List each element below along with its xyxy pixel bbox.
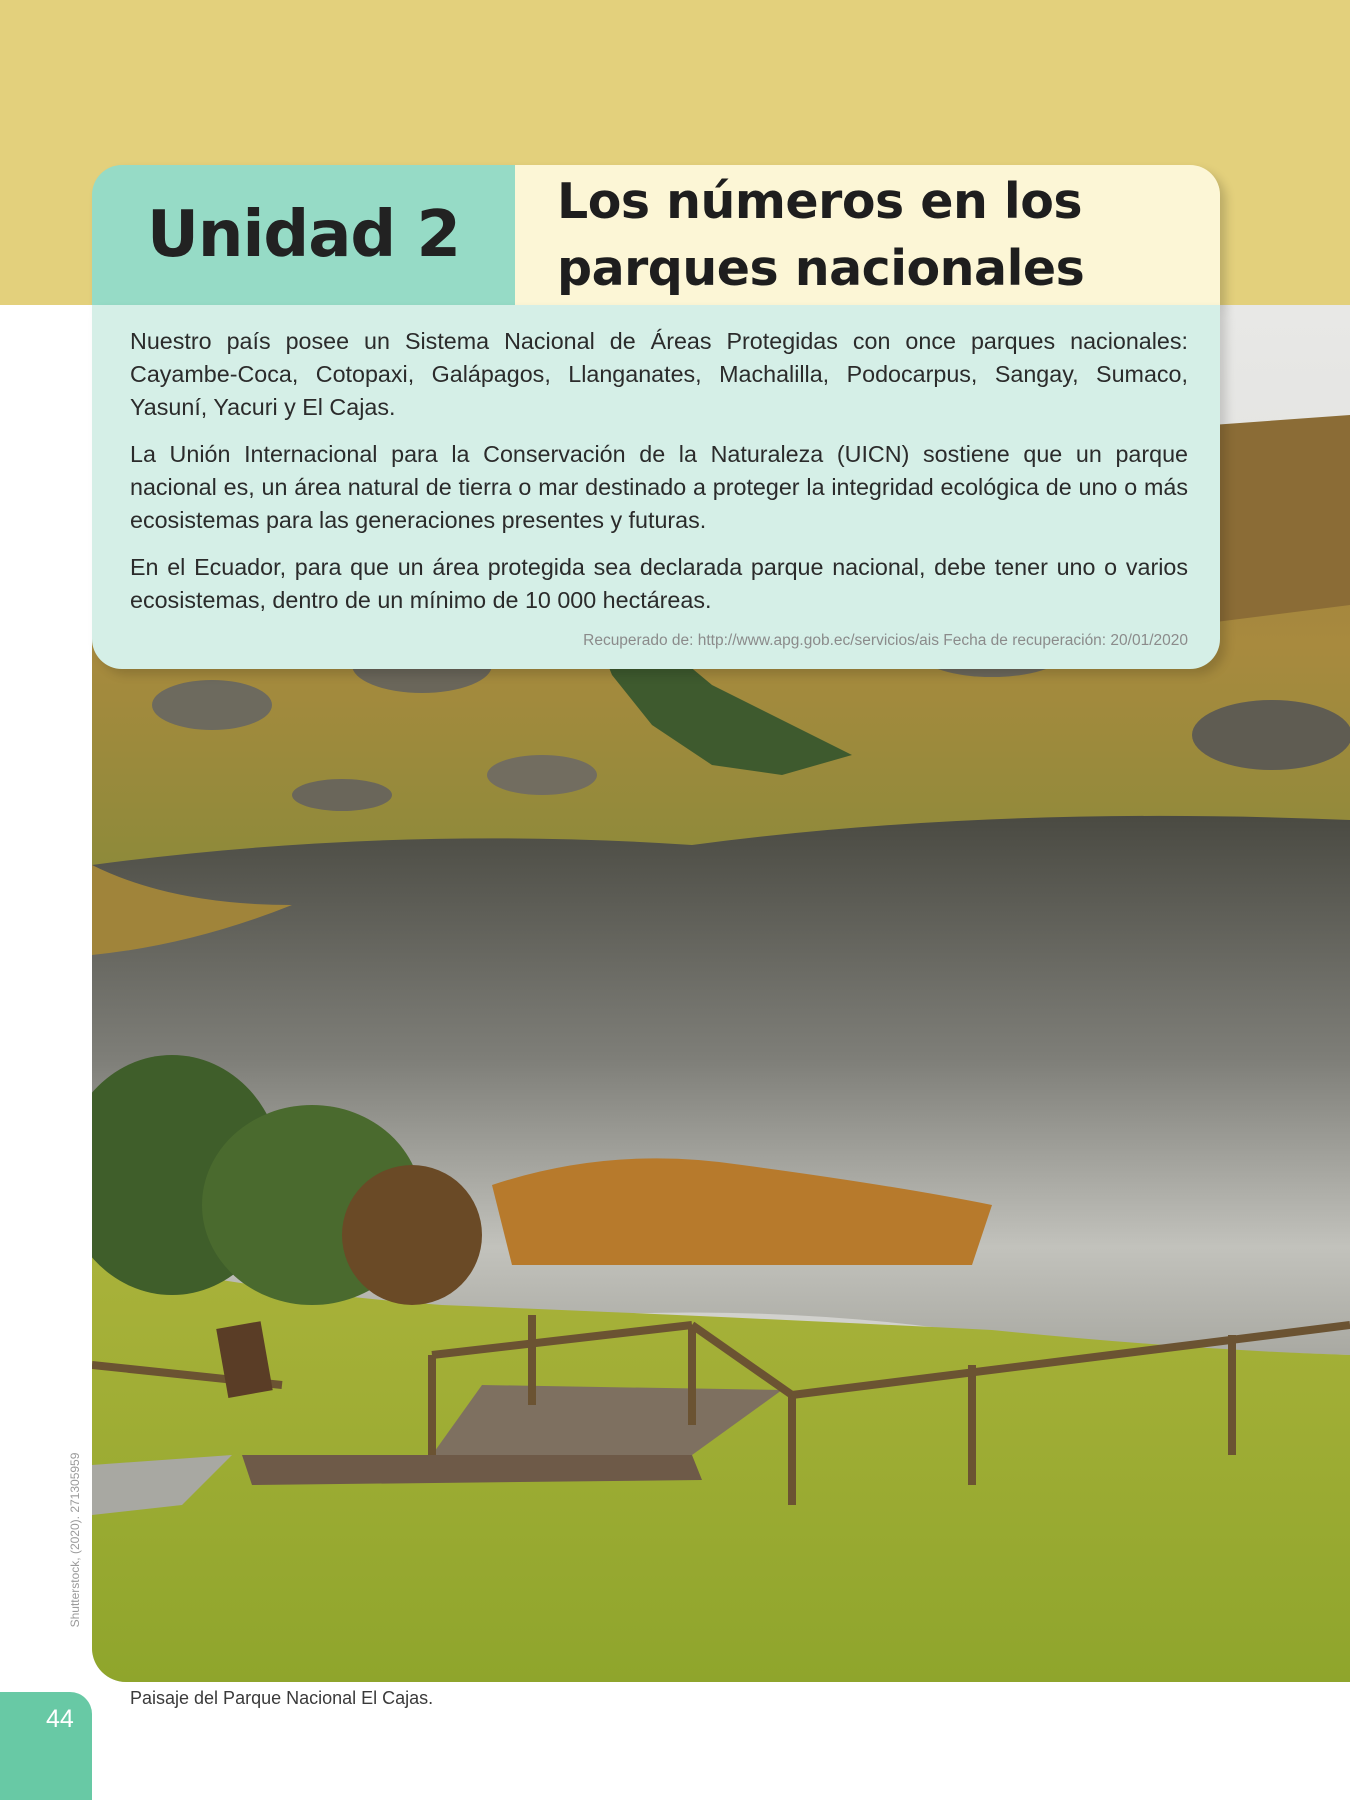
unit-title-line-2: parques nacionales <box>557 240 1085 297</box>
intro-text-box <box>92 305 1220 669</box>
unit-header-card <box>92 165 1220 305</box>
photo-credit: Shutterstock, (2020). 271305959 <box>68 1452 82 1628</box>
page-number: 44 <box>46 1705 74 1733</box>
unit-title-box <box>515 165 1220 305</box>
unit-label: Unidad 2 <box>92 165 515 305</box>
source-citation: Recuperado de: http://www.apg.gob.ec/servicios/ais Fecha de recuperación: 20/01/2020 <box>583 632 1188 649</box>
unit-title-line-1: Los números en los <box>557 173 1083 230</box>
intro-paragraph-3: En el Ecuador, para que un área protegida sea declarada parque nacional, debe tener uno o varios ecosistemas, dentro de un mínimo de 10 000 hectáreas. <box>130 554 1188 613</box>
intro-paragraph-1: Nuestro país posee un Sistema Nacional de Áreas Protegidas con once parques nacionales: Cayambe-Coca, Cotopaxi, Galápagos, Llanganates, Machalilla, Podocarpus, Sangay, Sumaco, Yasuní, Yacuri y El Cajas. <box>130 328 1188 420</box>
intro-paragraph-2: La Unión Internacional para la Conservación de la Naturaleza (UICN) sostiene que un parque nacional es, un área natural de tierra o mar destinado a proteger la integridad ecológica de uno o más ecosistemas para las generaciones presentes y futuras. <box>130 441 1188 533</box>
unit-title <box>557 168 1084 302</box>
photo-caption: Paisaje del Parque Nacional El Cajas. <box>130 1688 434 1708</box>
